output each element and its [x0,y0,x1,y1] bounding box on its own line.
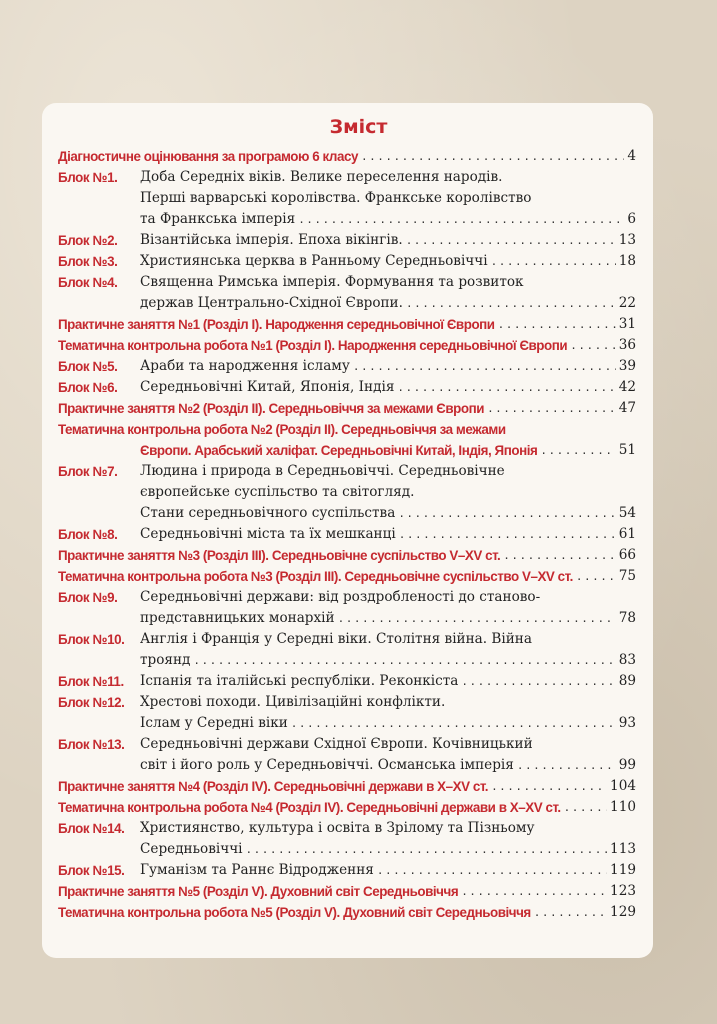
toc-entry-test-1[interactable] [58,335,636,356]
toc-entry-test-2-end[interactable] [140,440,636,461]
block-label: Блок №14. [58,821,125,836]
toc-entry-practical-4[interactable] [58,776,636,797]
leader-dots [338,608,616,629]
page-number: 123 [610,883,636,899]
page-number: 4 [627,148,636,164]
page-number: 113 [610,841,636,857]
leader-dots [461,881,607,902]
toc-entry-title: Практичне заняття №5 (Розділ V). Духовний світ Середньовіччя [58,884,459,899]
page-number: 89 [618,673,636,689]
page-number: 110 [610,799,636,815]
toc-entry-title: Тематична контрольна робота №1 (Розділ I). Народження середньовічної Європи [58,338,568,353]
toc-entry-block-1[interactable] [140,167,636,188]
toc-entry-block-14[interactable] [140,818,636,839]
leader-dots [397,377,615,398]
block-label: Блок №6. [58,380,118,395]
toc-entry-block-7[interactable] [140,461,636,482]
toc-entry-title: Європи. Арабський халіфат. Середньовічні Китай, Індія, Японія [140,443,538,458]
leader-dots [361,146,624,167]
leader-dots [498,314,616,335]
page-number: 51 [618,442,636,458]
toc-entry-block-6[interactable] [140,377,636,398]
page-number: 61 [618,526,636,542]
toc-entry-title: Тематична контрольна робота №5 (Розділ V). Духовний світ Середньовіччя [58,905,531,920]
toc-entry-block-15[interactable] [140,860,636,881]
toc-entry-block-1-cont[interactable] [140,188,636,209]
toc-entry-text: Англія і Франція у Середні віки. Столітня війна. Війна [140,631,532,647]
toc-entry-text: Перші варварські королівства. Франкське королівство [140,190,532,206]
page-number: 99 [618,757,636,773]
block-label: Блок №7. [58,464,118,479]
toc-entry-title: Практичне заняття №3 (Розділ III). Середньовічне суспільство V–XV ст. [58,548,501,563]
toc-entry-text: Середньовічні міста та їх мешканці [140,526,396,542]
leader-dots [406,293,616,314]
block-label: Блок №12. [58,695,125,710]
toc-entry-block-7-end[interactable] [140,503,636,524]
block-label: Блок №10. [58,632,125,647]
block-label: Блок №1. [58,170,118,185]
toc-entry-block-14-end[interactable] [140,839,636,860]
toc-entry-text: Доба Середніх віків. Велике переселення народів. [140,169,503,185]
block-label: Блок №8. [58,527,118,542]
toc-entry-text: європейське суспільство та світогляд. [140,484,415,500]
toc-entry-title: Діагностичне оцінювання за програмою 6 класу [58,149,358,164]
toc-entry-practical-2[interactable] [58,398,636,419]
toc-entry-text: Християнська церква в Ранньому Середньовіччі [140,253,488,269]
toc-entry-text: представницьких монархій [140,610,335,626]
page-number: 66 [618,547,636,563]
toc-entry-text: світ і його роль у Середньовіччі. Османська імперія [140,757,514,773]
toc-entry-block-7-cont[interactable] [140,482,636,503]
toc-entry-text: Хрестові походи. Цивілізаційні конфлікти. [140,694,446,710]
page-number: 75 [618,568,636,584]
page-number: 54 [618,505,636,521]
toc-entry-practical-1[interactable] [58,314,636,335]
page-number: 22 [618,295,636,311]
block-label: Блок №9. [58,590,118,605]
leader-dots [461,671,615,692]
toc-entry-title: Практичне заняття №4 (Розділ IV). Середньовічні держави в X–XV ст. [58,779,489,794]
leader-dots [491,776,607,797]
page-number: 129 [610,904,636,920]
toc-entry-text: Середньовічні Китай, Японія, Індія [140,379,395,395]
toc-entry-block-13-end[interactable] [140,755,636,776]
toc-entry-diagnostic[interactable] [58,146,636,167]
toc-entry-block-12-end[interactable] [140,713,636,734]
leader-dots [399,524,616,545]
page-number: 47 [618,400,636,416]
page-number: 6 [627,211,636,227]
toc-entry-text: Людина і природа в Середньовіччі. Середньовічне [140,463,505,479]
page-number: 36 [618,337,636,353]
toc-entry-text: Араби та народження ісламу [140,358,350,374]
toc-entry-block-10-end[interactable] [140,650,636,671]
leader-dots [398,503,615,524]
toc-entry-block-9-end[interactable] [140,608,636,629]
toc-entry-test-4[interactable] [58,797,636,818]
leader-dots [491,251,616,272]
toc-entry-text: держав Центрально-Східної Європи. [140,295,403,311]
leader-dots [503,545,615,566]
toc-entry-text: Гуманізм та Раннє Відродження [140,862,374,878]
page-number: 93 [618,715,636,731]
leader-dots [540,440,615,461]
page-number: 18 [618,253,636,269]
toc-entry-block-10[interactable] [140,629,636,650]
leader-dots [291,713,616,734]
block-label: Блок №13. [58,737,125,752]
leader-dots [193,650,615,671]
page-number: 39 [618,358,636,374]
toc-entry-practical-3[interactable] [58,545,636,566]
page-number: 42 [618,379,636,395]
toc-entry-title: Практичне заняття №2 (Розділ II). Середньовіччя за межами Європи [58,401,485,416]
leader-dots [534,902,607,923]
page-number: 119 [610,862,636,878]
leader-dots [298,209,624,230]
block-label: Блок №3. [58,254,118,269]
toc-entry-title: Тематична контрольна робота №2 (Розділ II). Середньовіччя за межами [58,422,506,437]
toc-entry-title: Тематична контрольна робота №3 (Розділ III). Середньовічне суспільство V–XV ст. [58,569,573,584]
toc-entry-block-5[interactable] [140,356,636,377]
page-number: 31 [618,316,636,332]
toc-entry-text: Стани середньовічного суспільства [140,505,396,521]
toc-entry-test-2[interactable] [58,419,636,440]
leader-dots [576,566,616,587]
page-number: 13 [618,232,636,248]
page-number: 104 [610,778,636,794]
toc-entry-practical-5[interactable] [58,881,636,902]
toc-entry-block-4-end[interactable] [140,293,636,314]
leader-dots [564,797,607,818]
toc-entry-text: Візантійська імперія. Епоха вікінгів. [140,232,403,248]
leader-dots [246,839,608,860]
toc-entry-block-3[interactable] [140,251,636,272]
block-label: Блок №4. [58,275,118,290]
toc-entry-title: Практичне заняття №1 (Розділ I). Народження середньовічної Європи [58,317,495,332]
toc-entry-block-2[interactable] [140,230,636,251]
toc-entry-text: Іслам у Середні віки [140,715,288,731]
block-label: Блок №15. [58,863,125,878]
toc-title: Зміст [329,116,388,138]
leader-dots [517,755,616,776]
toc-entry-text: Середньовічні держави: від роздробленості до станово- [140,589,541,605]
toc-entry-test-5[interactable] [58,902,636,923]
toc-entry-text: троянд [140,652,191,668]
toc-entry-text: Середньовічні держави Східної Європи. Кочівницький [140,736,533,752]
toc-entry-test-3[interactable] [58,566,636,587]
toc-entry-block-11[interactable] [140,671,636,692]
toc-entry-block-8[interactable] [140,524,636,545]
leader-dots [353,356,616,377]
block-label: Блок №2. [58,233,118,248]
toc-entry-block-1-end[interactable] [140,209,636,230]
toc-entry-title: Тематична контрольна робота №4 (Розділ IV). Середньовічні держави в X–XV ст. [58,800,561,815]
toc-entry-block-9[interactable] [140,587,636,608]
leader-dots [406,230,616,251]
toc-entry-text: Іспанія та італійські республіки. Реконкіста [140,673,459,689]
toc-entry-text: Священна Римська імперія. Формування та розвиток [140,274,524,290]
leader-dots [487,398,616,419]
leader-dots [570,335,615,356]
page-number: 78 [618,610,636,626]
block-label: Блок №11. [58,674,124,689]
page-number: 83 [618,652,636,668]
toc-entry-text: та Франкська імперія [140,211,296,227]
toc-entry-text: Середньовіччі [140,841,243,857]
leader-dots [377,860,607,881]
toc-entry-block-12[interactable] [140,692,636,713]
toc-entry-block-4[interactable] [140,272,636,293]
block-label: Блок №5. [58,359,118,374]
toc-entry-block-13[interactable] [140,734,636,755]
toc-entry-text: Християнство, культура і освіта в Зрілому та Пізньому [140,820,535,836]
